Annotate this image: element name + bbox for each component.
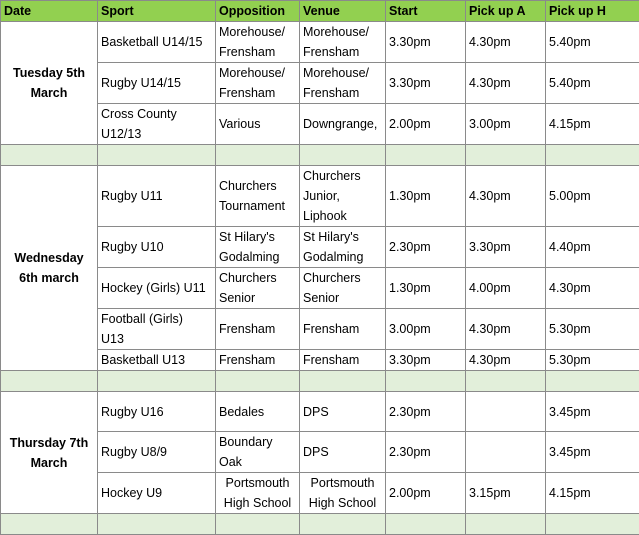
- venue-cell: [300, 22, 386, 63]
- start-cell: 3.30pm: [386, 22, 466, 63]
- table-row: [1, 166, 639, 227]
- date-cell: [1, 22, 98, 145]
- cell-line: Morehouse/: [219, 63, 299, 83]
- cell-line: Portsmouth: [300, 473, 385, 493]
- sport-cell: [98, 166, 216, 227]
- header-start: Start: [386, 1, 466, 22]
- cell-line: High School: [216, 493, 299, 513]
- cell-line: Frensham: [303, 42, 385, 62]
- cell-line: U13: [101, 329, 215, 349]
- separator-cell: [216, 371, 300, 392]
- separator-cell: [386, 514, 466, 535]
- sport-cell: [98, 22, 216, 63]
- cell-line: Churchers: [219, 268, 299, 288]
- pickup-a-cell: 4.30pm: [466, 166, 546, 227]
- table-row: [1, 392, 639, 432]
- pickup-a-cell: 4.30pm: [466, 63, 546, 104]
- cell-line: Football (Girls): [101, 309, 215, 329]
- cell-line: Churchers: [303, 166, 385, 186]
- cell-line: St Hilary's: [303, 227, 385, 247]
- opposition-cell: [216, 104, 300, 145]
- date-cell: [1, 392, 98, 514]
- separator-cell: [300, 145, 386, 166]
- pickup-a-cell: 4.30pm: [466, 350, 546, 371]
- cell-line: St Hilary's: [219, 227, 299, 247]
- pickup-h-cell: 3.45pm: [546, 392, 639, 432]
- separator-row: [1, 145, 639, 166]
- cell-line: Basketball U13: [101, 350, 215, 370]
- cell-line: Frensham: [303, 319, 385, 339]
- pickup-a-cell: 4.30pm: [466, 22, 546, 63]
- pickup-h-cell: 5.30pm: [546, 350, 639, 371]
- separator-cell: [1, 371, 98, 392]
- header-venue: Venue: [300, 1, 386, 22]
- cell-line: Junior,: [303, 186, 385, 206]
- pickup-a-cell: 3.15pm: [466, 473, 546, 514]
- opposition-cell: [216, 309, 300, 350]
- pickup-h-cell: 4.15pm: [546, 473, 639, 514]
- pickup-h-cell: 5.40pm: [546, 22, 639, 63]
- pickup-h-cell: 3.45pm: [546, 432, 639, 473]
- separator-cell: [300, 514, 386, 535]
- separator-cell: [386, 145, 466, 166]
- date-cell: [1, 166, 98, 371]
- cell-line: Portsmouth: [216, 473, 299, 493]
- pickup-a-cell: 3.00pm: [466, 104, 546, 145]
- header-opposition: Opposition: [216, 1, 300, 22]
- cell-line: Frensham: [303, 350, 385, 370]
- separator-cell: [1, 514, 98, 535]
- cell-line: Godalming: [303, 247, 385, 267]
- cell-line: Frensham: [219, 350, 299, 370]
- separator-cell: [300, 371, 386, 392]
- cell-line: U12/13: [101, 124, 215, 144]
- start-cell: 2.30pm: [386, 227, 466, 268]
- cell-line: Senior: [219, 288, 299, 308]
- cell-line: Morehouse/: [219, 22, 299, 42]
- cell-line: March: [1, 453, 97, 473]
- cell-line: Bedales: [219, 402, 299, 422]
- cell-line: Liphook: [303, 206, 385, 226]
- start-cell: 2.30pm: [386, 432, 466, 473]
- cell-line: Rugby U16: [101, 402, 215, 422]
- cell-line: Rugby U8/9: [101, 442, 215, 462]
- cell-line: Wednesday: [1, 248, 97, 268]
- cell-line: Rugby U14/15: [101, 73, 215, 93]
- cell-line: Hockey (Girls) U11: [101, 278, 215, 298]
- cell-line: High School: [300, 493, 385, 513]
- cell-line: Rugby U10: [101, 237, 215, 257]
- pickup-a-cell: 3.30pm: [466, 227, 546, 268]
- pickup-h-cell: 4.15pm: [546, 104, 639, 145]
- separator-cell: [546, 145, 639, 166]
- start-cell: 3.30pm: [386, 350, 466, 371]
- cell-line: Frensham: [303, 83, 385, 103]
- opposition-cell: [216, 227, 300, 268]
- venue-cell: [300, 268, 386, 309]
- separator-row: [1, 514, 639, 535]
- pickup-h-cell: 5.30pm: [546, 309, 639, 350]
- cell-line: 6th march: [1, 268, 97, 288]
- sport-cell: [98, 350, 216, 371]
- cell-line: Godalming: [219, 247, 299, 267]
- separator-cell: [98, 514, 216, 535]
- sport-cell: [98, 227, 216, 268]
- cell-line: Rugby U11: [101, 186, 215, 206]
- header-pickup-h: Pick up H: [546, 1, 639, 22]
- start-cell: 3.00pm: [386, 309, 466, 350]
- start-cell: 2.00pm: [386, 104, 466, 145]
- sport-cell: [98, 63, 216, 104]
- pickup-h-cell: 4.40pm: [546, 227, 639, 268]
- cell-line: Frensham: [219, 319, 299, 339]
- sport-cell: [98, 104, 216, 145]
- header-sport: Sport: [98, 1, 216, 22]
- cell-line: Oak: [219, 452, 299, 472]
- start-cell: 1.30pm: [386, 268, 466, 309]
- separator-cell: [98, 145, 216, 166]
- venue-cell: [300, 166, 386, 227]
- separator-cell: [466, 371, 546, 392]
- pickup-a-cell: [466, 392, 546, 432]
- cell-line: DPS: [303, 442, 385, 462]
- separator-cell: [98, 371, 216, 392]
- start-cell: 1.30pm: [386, 166, 466, 227]
- venue-cell: [300, 309, 386, 350]
- opposition-cell: [216, 473, 300, 514]
- separator-cell: [466, 145, 546, 166]
- header-pickup-a: Pick up A: [466, 1, 546, 22]
- separator-cell: [1, 145, 98, 166]
- cell-line: Tournament: [219, 196, 299, 216]
- opposition-cell: [216, 268, 300, 309]
- opposition-cell: [216, 350, 300, 371]
- venue-cell: [300, 104, 386, 145]
- cell-line: March: [1, 83, 97, 103]
- cell-line: Basketball U14/15: [101, 32, 215, 52]
- opposition-cell: [216, 63, 300, 104]
- cell-line: Downgrange,: [303, 114, 385, 134]
- start-cell: 3.30pm: [386, 63, 466, 104]
- separator-cell: [466, 514, 546, 535]
- cell-line: Thursday 7th: [1, 433, 97, 453]
- start-cell: 2.30pm: [386, 392, 466, 432]
- opposition-cell: [216, 392, 300, 432]
- cell-line: Cross County: [101, 104, 215, 124]
- sport-cell: [98, 268, 216, 309]
- cell-line: Tuesday 5th: [1, 63, 97, 83]
- separator-cell: [546, 514, 639, 535]
- opposition-cell: [216, 166, 300, 227]
- sport-cell: [98, 392, 216, 432]
- cell-line: Frensham: [219, 83, 299, 103]
- separator-cell: [386, 371, 466, 392]
- cell-line: Churchers: [303, 268, 385, 288]
- venue-cell: [300, 227, 386, 268]
- cell-line: DPS: [303, 402, 385, 422]
- start-cell: 2.00pm: [386, 473, 466, 514]
- cell-line: Various: [219, 114, 299, 134]
- separator-cell: [216, 145, 300, 166]
- pickup-a-cell: [466, 432, 546, 473]
- pickup-a-cell: 4.00pm: [466, 268, 546, 309]
- header-date: Date: [1, 1, 98, 22]
- venue-cell: [300, 350, 386, 371]
- opposition-cell: [216, 22, 300, 63]
- sport-cell: [98, 309, 216, 350]
- table-row: [1, 22, 639, 63]
- separator-row: [1, 371, 639, 392]
- pickup-a-cell: 4.30pm: [466, 309, 546, 350]
- sport-cell: [98, 473, 216, 514]
- pickup-h-cell: 4.30pm: [546, 268, 639, 309]
- venue-cell: [300, 63, 386, 104]
- cell-line: Morehouse/: [303, 63, 385, 83]
- separator-cell: [546, 371, 639, 392]
- cell-line: Boundary: [219, 432, 299, 452]
- cell-line: Morehouse/: [303, 22, 385, 42]
- header-row: [1, 1, 639, 22]
- cell-line: Hockey U9: [101, 483, 215, 503]
- venue-cell: [300, 392, 386, 432]
- opposition-cell: [216, 432, 300, 473]
- venue-cell: [300, 473, 386, 514]
- sport-cell: [98, 432, 216, 473]
- cell-line: Churchers: [219, 176, 299, 196]
- venue-cell: [300, 432, 386, 473]
- separator-cell: [216, 514, 300, 535]
- pickup-h-cell: 5.00pm: [546, 166, 639, 227]
- cell-line: Senior: [303, 288, 385, 308]
- pickup-h-cell: 5.40pm: [546, 63, 639, 104]
- cell-line: Frensham: [219, 42, 299, 62]
